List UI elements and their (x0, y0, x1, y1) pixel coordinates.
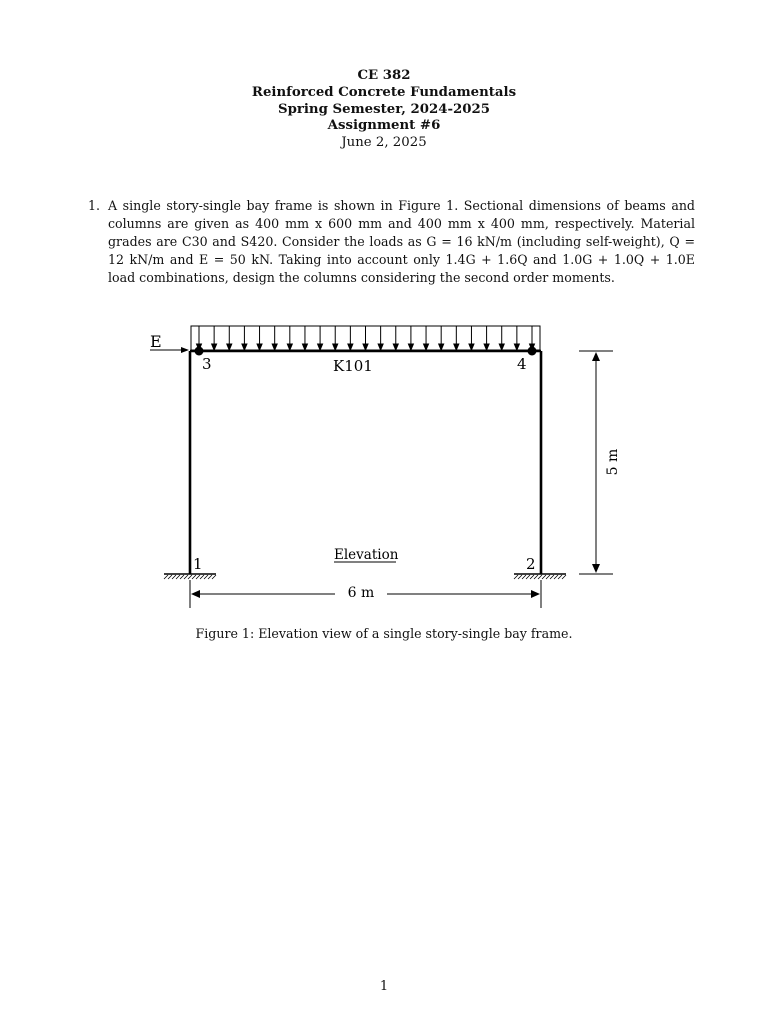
node-label-4: 4 (517, 355, 527, 373)
load-arrow-head (469, 344, 474, 350)
load-arrow-head (363, 344, 368, 350)
assignment-title: Assignment #6 (327, 118, 441, 134)
figure-caption: Figure 1: Elevation view of a single story-single bay frame. (195, 626, 573, 641)
load-arrow-head (212, 344, 217, 350)
question-number: 1. (88, 198, 101, 213)
support-hatch (530, 575, 534, 579)
load-arrow-head (393, 344, 398, 350)
support-hatch (542, 575, 546, 579)
load-arrow-head (424, 344, 429, 350)
support-hatch (172, 575, 176, 579)
load-arrow-head (348, 344, 353, 350)
support-hatch (208, 575, 212, 579)
load-arrow-head (408, 344, 413, 350)
semester: Spring Semester, 2024-2025 (277, 101, 491, 117)
span-label: 6 m (347, 585, 375, 601)
node-label-2: 2 (526, 555, 536, 573)
beam-label: K101 (333, 357, 373, 375)
load-arrow-head (318, 344, 323, 350)
height-label: 5 m (605, 448, 621, 476)
support-hatch (196, 575, 200, 579)
node-label-3: 3 (202, 355, 212, 373)
frame-figure (0, 300, 768, 630)
support-hatch (200, 575, 204, 579)
support-hatch (164, 575, 168, 579)
course-title: Reinforced Concrete Fundamentals (251, 84, 517, 100)
support-hatch (538, 575, 542, 579)
support-hatch (184, 575, 188, 579)
load-arrow-head (439, 344, 444, 350)
view-label: Elevation (334, 547, 399, 563)
course-code: CE 382 (357, 68, 411, 83)
lateral-load-label: E (150, 332, 162, 351)
document-header (0, 68, 768, 152)
support-2 (514, 574, 566, 579)
support-hatch (188, 575, 192, 579)
joint-4 (528, 347, 537, 356)
support-hatch (546, 575, 550, 579)
support-hatch (176, 575, 180, 579)
load-arrow-head (514, 344, 519, 350)
support-hatch (514, 575, 518, 579)
load-arrow-head (333, 344, 338, 350)
distributed-load (191, 326, 540, 350)
support-hatch (192, 575, 196, 579)
support-hatch (550, 575, 554, 579)
question-text: A single story-single bay frame is shown in Figure 1. Sectional dimensions of beams and columns are given as 400 mm x 600 mm and 400 mm x 400 mm, respectively. Material grades are C30 and S420. Consider the loads as G = 16 kN/m (including self-weight), Q = 12 kN/m and E = 50 kN. Taking into account only 1.4G + 1.6Q and 1.0G + 1.0Q + 1.0E load combinations, design the columns considering the second order moments. (108, 198, 695, 285)
load-arrow-head (484, 344, 489, 350)
load-arrow-head (242, 344, 247, 350)
question-1 (88, 197, 695, 287)
node-label-1: 1 (193, 555, 203, 573)
support-hatch (522, 575, 526, 579)
support-hatch (168, 575, 172, 579)
load-arrow-head (272, 344, 277, 350)
assignment-date: June 2, 2025 (341, 135, 427, 151)
support-hatch (558, 575, 562, 579)
support-hatch (526, 575, 530, 579)
support-hatch (562, 575, 566, 579)
load-arrow-head (227, 344, 232, 350)
page-number: 1 (379, 979, 389, 994)
support-1 (164, 574, 216, 579)
support-hatch (554, 575, 558, 579)
load-arrow-head (302, 344, 307, 350)
load-arrow-head (454, 344, 459, 350)
load-arrow-head (257, 344, 262, 350)
load-arrow-head (287, 344, 292, 350)
support-hatch (180, 575, 184, 579)
support-hatch (518, 575, 522, 579)
load-arrow-head (378, 344, 383, 350)
support-hatch (204, 575, 208, 579)
load-arrow-head (499, 344, 504, 350)
support-hatch (212, 575, 216, 579)
support-hatch (534, 575, 538, 579)
